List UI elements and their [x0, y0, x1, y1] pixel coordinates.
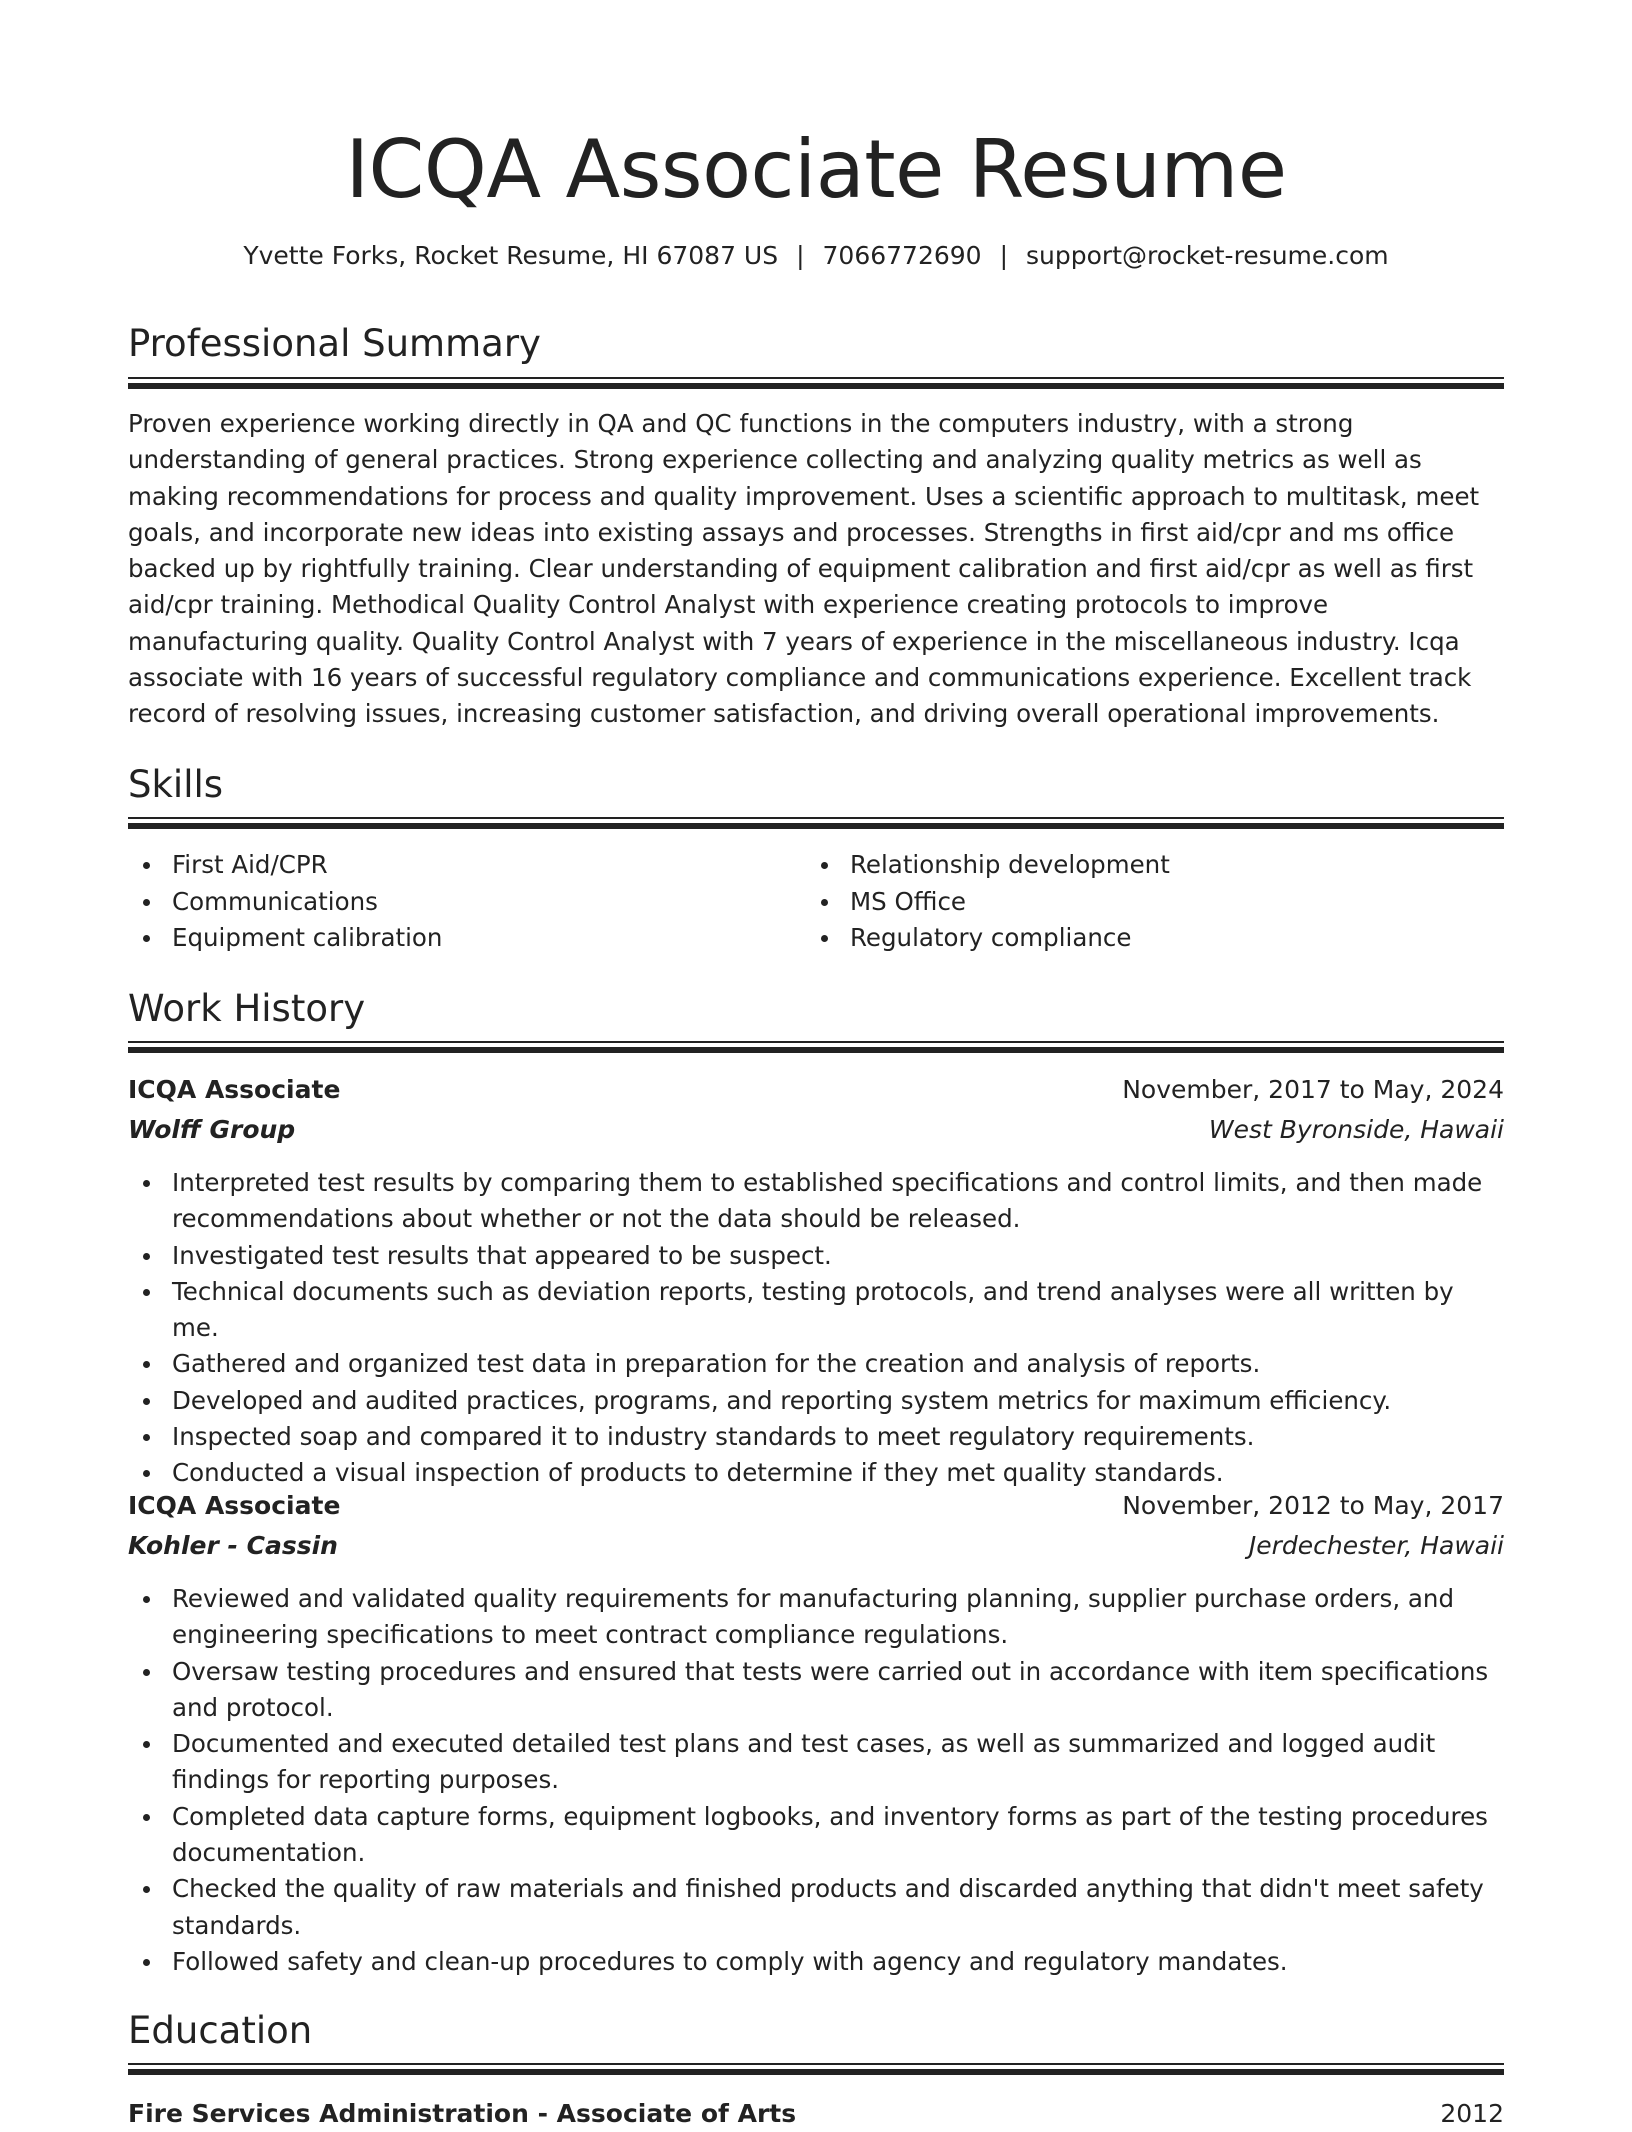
resume-title: ICQA Associate Resume [345, 123, 1287, 216]
job-company: Wolff Group [128, 1115, 296, 1144]
summary-heading: Professional Summary [128, 322, 541, 365]
job-bullet: Followed safety and clean-up procedures to comply with agency and regulatory mandates. [128, 1944, 1504, 1980]
skills-heading: Skills [128, 763, 224, 806]
job-dates: November, 2012 to May, 2017 [1122, 1491, 1504, 1520]
job-title: ICQA Associate [128, 1075, 341, 1104]
job-bullet: Oversaw testing procedures and ensured that tests were carried out in accordance with item specifications and protocol. [128, 1654, 1504, 1727]
education-entry [128, 2096, 1504, 2132]
job-bullet: Gathered and organized test data in preparation for the creation and analysis of reports. [128, 1346, 1504, 1382]
work-heading: Work History [128, 987, 366, 1030]
section-divider [128, 2063, 1504, 2076]
job-bullet: Developed and audited practices, programs, and reporting system metrics for maximum efficiency. [128, 1383, 1504, 1419]
job-title: ICQA Associate [128, 1491, 341, 1520]
contact-phone: 7066772690 [822, 241, 982, 270]
job-bullet: Completed data capture forms, equipment logbooks, and inventory forms as part of the testing procedures documentation. [128, 1799, 1504, 1872]
skills-list-right [806, 847, 1466, 957]
job-location: West Byronside, Hawaii [1208, 1115, 1504, 1144]
job-dates: November, 2017 to May, 2024 [1122, 1075, 1504, 1104]
contact-address: Yvette Forks, Rocket Resume, HI 67087 US [243, 241, 779, 270]
contact-line [128, 238, 1504, 274]
summary-text: Proven experience working directly in QA and QC functions in the computers industry, with a strong understanding of general practices. Strong experience collecting and analyzing quality metrics as well as making recommendations for process and quality improvement. Uses a scientific approach to multitask, meet goals, and incorporate new ideas into existing assays and processes. Strengths in first aid/cpr and ms office backed up by rightfully training. Clear understanding of equipment calibration and first aid/cpr as well as first aid/cpr training. Methodical Quality Control Analyst with experience creating protocols to improve manufacturing quality. Quality Control Analyst with 7 years of experience in the miscellaneous industry. Icqa associate with 16 years of successful regulatory compliance and communications experience. Excellent track record of resolving issues, increasing customer satisfaction, and driving overall operational improvements. [128, 409, 1480, 729]
skills-list-left [128, 847, 788, 957]
job-bullet: Conducted a visual inspection of products to determine if they met quality standards. [128, 1455, 1504, 1491]
skill-item: Regulatory compliance [806, 920, 1466, 957]
job-bullet: Technical documents such as deviation reports, testing protocols, and trend analyses were all written by me. [128, 1274, 1504, 1347]
job-header [128, 1488, 1504, 1568]
skill-item: First Aid/CPR [128, 847, 788, 884]
education-year: 2012 [1440, 2099, 1504, 2128]
contact-separator: | [999, 241, 1009, 270]
job-header [128, 1072, 1504, 1152]
skill-item: Equipment calibration [128, 920, 788, 957]
job-bullet: Inspected soap and compared it to industry standards to meet regulatory requirements. [128, 1419, 1504, 1455]
skill-item: MS Office [806, 884, 1466, 921]
skill-item: Communications [128, 884, 788, 921]
section-divider [128, 1041, 1504, 1054]
job-bullet: Investigated test results that appeared to be suspect. [128, 1238, 1504, 1274]
job-bullet: Reviewed and validated quality requirements for manufacturing planning, supplier purchase orders, and engineering specifications to meet contract compliance regulations. [128, 1581, 1504, 1654]
job-bullet: Documented and executed detailed test plans and test cases, as well as summarized and logged audit findings for reporting purposes. [128, 1726, 1504, 1799]
job-bullet: Interpreted test results by comparing them to established specifications and control limits, and then made recommendations about whether or not the data should be released. [128, 1165, 1504, 1238]
skill-item: Relationship development [806, 847, 1466, 884]
contact-email: support@rocket-resume.com [1026, 241, 1389, 270]
education-degree: Fire Services Administration - Associate of Arts [128, 2099, 797, 2128]
section-divider [128, 817, 1504, 830]
job-bullets [128, 1165, 1504, 1492]
job-bullet: Checked the quality of raw materials and finished products and discarded anything that didn't meet safety standards. [128, 1871, 1504, 1944]
section-divider [128, 377, 1504, 390]
education-heading: Education [128, 2009, 313, 2052]
contact-separator: | [796, 241, 805, 270]
job-location: Jerdechester, Hawaii [1248, 1531, 1504, 1560]
job-bullets [128, 1581, 1504, 1980]
job-company: Kohler - Cassin [128, 1531, 338, 1560]
